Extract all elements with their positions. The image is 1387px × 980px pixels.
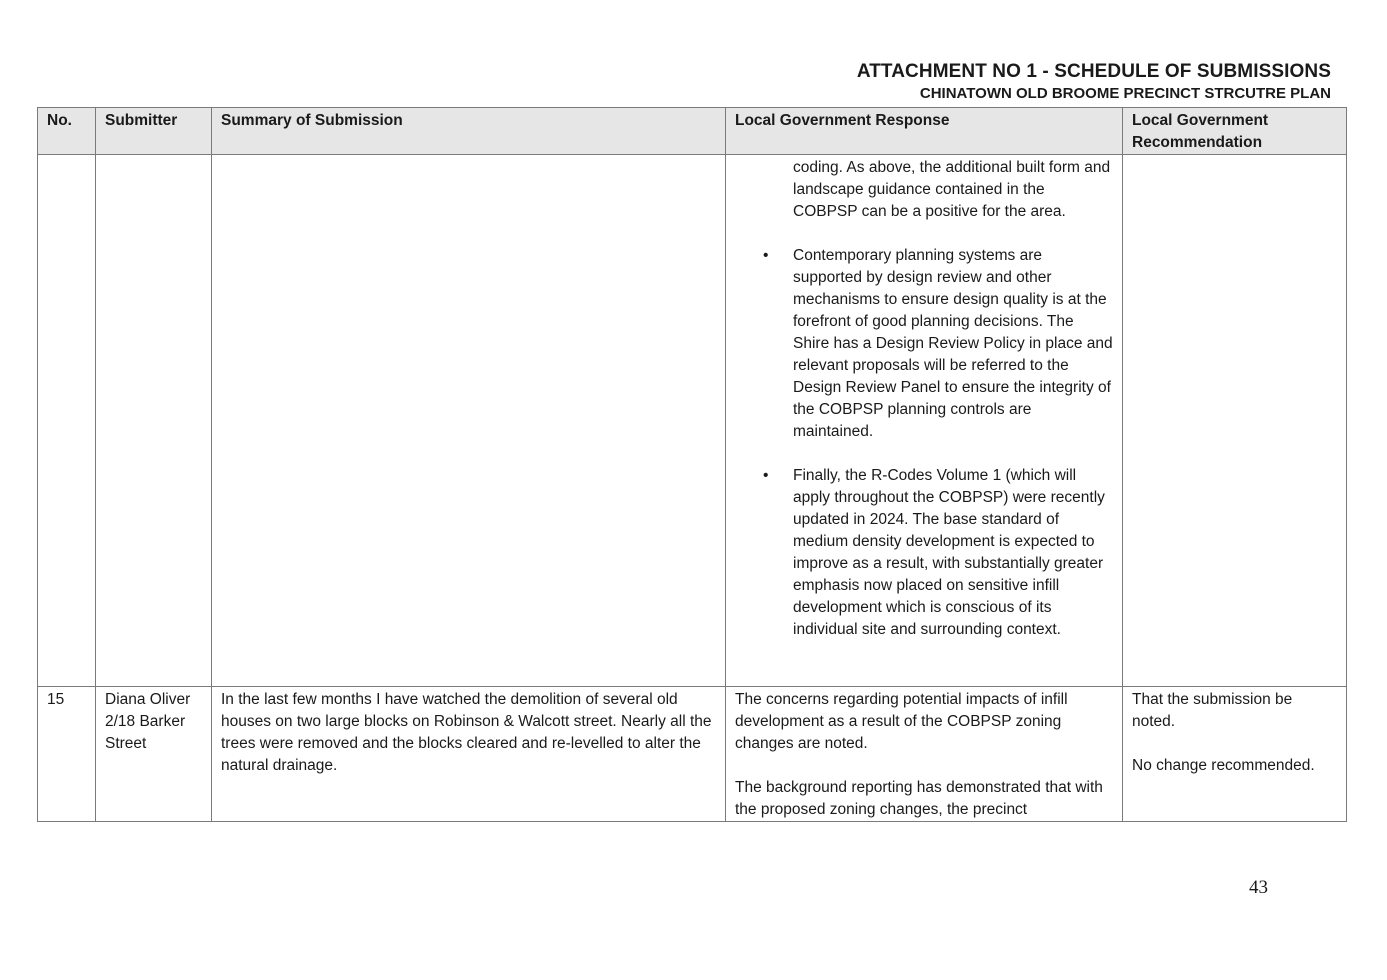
cell-recommendation <box>1123 687 1347 822</box>
column-header-response: Local Government Response <box>726 108 1123 155</box>
cell-response <box>726 155 1123 687</box>
table-row-submission-15 <box>38 687 1347 822</box>
submitter-name: Diana Oliver <box>105 691 191 708</box>
response-bullet-item: • Contemporary planning systems are supported by design review and other mechanisms to ensure design quality is at the forefront of good planning decisions. The Shire has a Design Review Policy in place and relevant proposals will be referred to the Design Review Panel to ensure the integrity of the COBPSP planning controls are maintained. <box>793 245 1113 443</box>
cell-recommendation <box>1123 155 1347 687</box>
document-title: ATTACHMENT NO 1 - SCHEDULE OF SUBMISSIONS <box>856 61 1331 82</box>
response-continuation-text: coding. As above, the additional built form and landscape guidance contained in the COBPSP can be a positive for the area. <box>793 159 1111 220</box>
cell-no <box>38 155 96 687</box>
response-bullet-item: • Finally, the R-Codes Volume 1 (which will apply throughout the COBPSP) were recently updated in 2024. The base standard of medium density development is expected to improve as a result, with substantially greater emphasis now placed on sensitive infill development which is conscious of its individual site and surrounding context. <box>793 465 1113 641</box>
column-header-summary: Summary of Submission <box>212 108 726 155</box>
recommendation-paragraph: That the submission be noted. <box>1132 691 1293 730</box>
submitter-address: 2/18 Barker Street <box>105 713 186 752</box>
cell-submitter <box>96 687 212 822</box>
response-bullet-list <box>735 245 1113 641</box>
response-paragraph: The concerns regarding potential impacts of infill development as a result of the COBPSP zoning changes are noted. <box>735 691 1068 752</box>
submissions-table <box>37 107 1347 822</box>
document-heading <box>857 60 1331 104</box>
cell-summary: In the last few months I have watched the demolition of several old houses on two large blocks on Robinson & Walcott street. Nearly all the trees were removed and the blocks cleared and re-levelled to alter the natural drainage. <box>212 687 726 822</box>
cell-summary <box>212 155 726 687</box>
cell-response <box>726 687 1123 822</box>
document-subtitle: CHINATOWN OLD BROOME PRECINCT STRCUTRE PLAN <box>919 85 1331 102</box>
column-header-submitter: Submitter <box>96 108 212 155</box>
table-row-continuation <box>38 155 1347 687</box>
page-number: 43 <box>1249 877 1268 898</box>
column-header-no: No. <box>38 108 96 155</box>
recommendation-paragraph: No change recommended. <box>1132 757 1315 774</box>
column-header-recommendation: Local Government Recommendation <box>1123 108 1347 155</box>
cell-no: 15 <box>38 687 96 822</box>
response-paragraph: The background reporting has demonstrated that with the proposed zoning changes, the precinct <box>735 779 1103 818</box>
table-header-row <box>38 108 1347 155</box>
cell-submitter <box>96 155 212 687</box>
